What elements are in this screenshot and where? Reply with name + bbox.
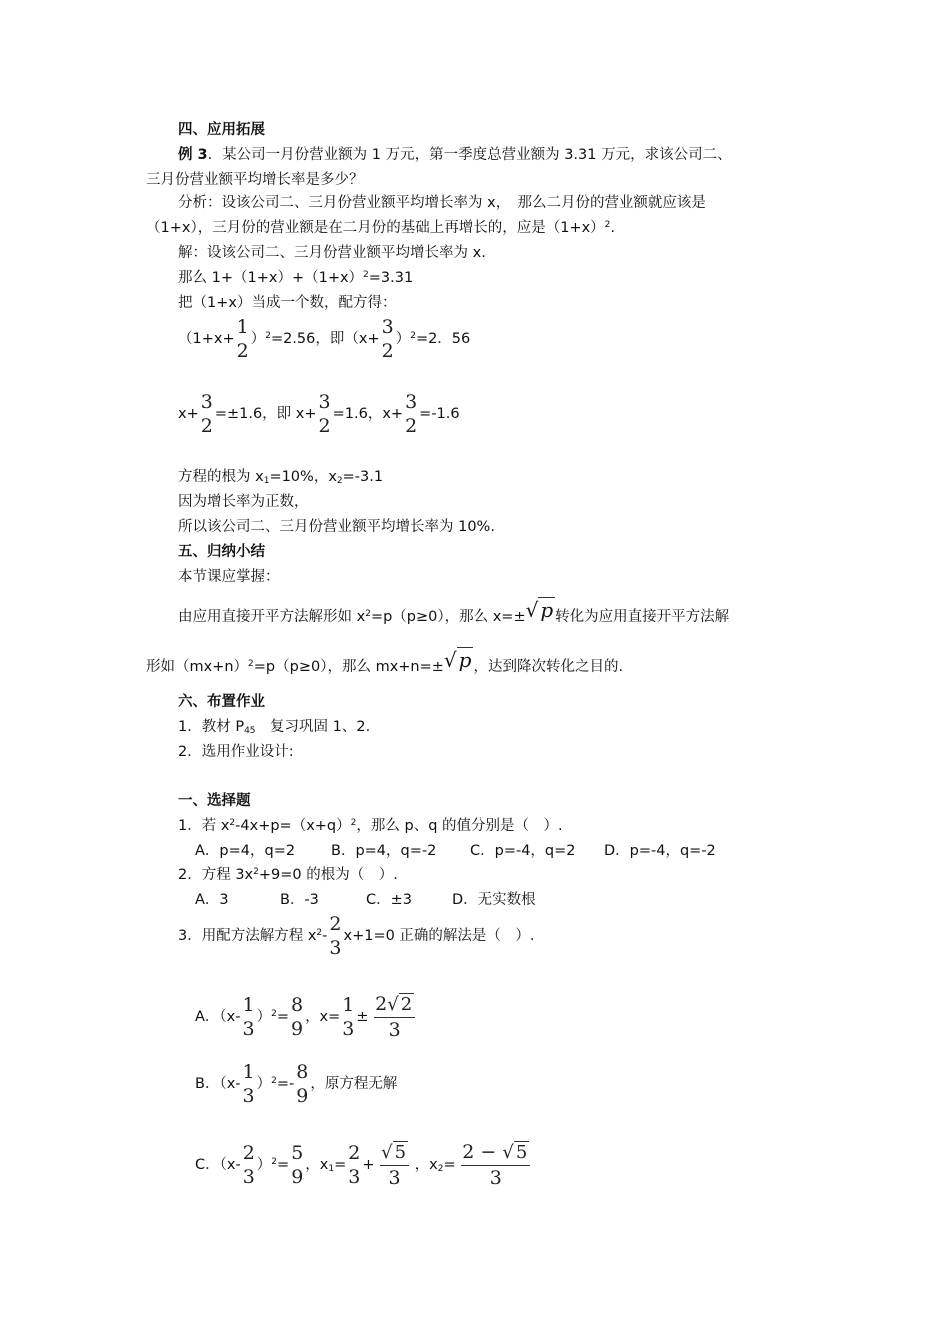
exp: 2 bbox=[363, 270, 369, 280]
radical: √ bbox=[381, 1142, 393, 1163]
fraction-2-3 bbox=[242, 1141, 256, 1189]
fraction-3-2 bbox=[381, 315, 395, 363]
text: x+ bbox=[178, 406, 199, 422]
text: = bbox=[277, 1157, 290, 1173]
fraction-3-2 bbox=[200, 390, 214, 438]
homework-2: 2．选用作业设计: bbox=[178, 744, 294, 760]
sqrt-p bbox=[444, 648, 474, 672]
because-line: 因为增长率为正数， bbox=[178, 494, 309, 510]
den: 2 bbox=[381, 340, 394, 362]
q3-option-c bbox=[195, 1140, 531, 1190]
text: 2 − bbox=[462, 1141, 503, 1163]
text: ） bbox=[395, 331, 411, 347]
text: =-1.6 bbox=[419, 406, 460, 422]
radical: √ bbox=[502, 1142, 514, 1163]
fraction-2-3 bbox=[328, 912, 342, 960]
num: 5 bbox=[291, 1142, 304, 1164]
option-c: C．p=-4，q=2 bbox=[470, 843, 576, 859]
num bbox=[374, 992, 415, 1018]
fraction-3-2 bbox=[404, 390, 418, 438]
sub: 2 bbox=[437, 1164, 444, 1174]
homework-1 bbox=[178, 717, 370, 737]
eq-right: =3.31 bbox=[368, 270, 414, 286]
question-2 bbox=[178, 865, 398, 885]
conclusion-line: 所以该公司二、三月份营业额平均增长率为 10%. bbox=[178, 519, 495, 535]
text: ） bbox=[250, 331, 266, 347]
radical: √ bbox=[387, 994, 399, 1015]
den: 2 bbox=[318, 415, 331, 437]
den: 9 bbox=[290, 1018, 304, 1040]
den: 3 bbox=[329, 937, 342, 959]
text: 3．用配方法解方程 x bbox=[178, 928, 317, 944]
option-b: B．p=4，q=-2 bbox=[331, 843, 437, 859]
text: =-3.1 bbox=[342, 469, 384, 485]
option-c: C．±3 bbox=[366, 892, 412, 908]
option-a: A．3 bbox=[195, 892, 229, 908]
radical: √ bbox=[525, 598, 539, 622]
analysis-line-2: （1+x），三月份的营业额是在二月份的基础上再增长的，应是$(1+x)^2$. bbox=[146, 220, 616, 236]
num: 3 bbox=[381, 316, 394, 338]
text: =10%，x bbox=[269, 469, 337, 485]
text: = bbox=[334, 1157, 347, 1173]
sub: 1 bbox=[263, 476, 270, 486]
text: =±1.6，即 x+ bbox=[214, 406, 317, 422]
text: + bbox=[362, 1157, 375, 1173]
num: 2 bbox=[329, 913, 342, 935]
exp: 2 bbox=[350, 818, 357, 828]
den: 2 bbox=[200, 415, 213, 437]
radical: √ bbox=[443, 648, 457, 672]
exp: 2 bbox=[229, 818, 236, 828]
fraction-sqrt5-3 bbox=[380, 1140, 409, 1190]
sqrt-5 bbox=[381, 1141, 408, 1165]
summary-line-2 bbox=[146, 648, 623, 676]
fraction-5-9 bbox=[290, 1141, 304, 1189]
exp: 2 bbox=[248, 659, 254, 669]
text: 2．方程 3x bbox=[178, 867, 254, 883]
radicand: 5 bbox=[515, 1142, 528, 1163]
text: 1．若 x bbox=[178, 818, 230, 834]
text: ，原方程无解 bbox=[310, 1076, 398, 1092]
mc-title: 一、选择题 bbox=[178, 793, 251, 809]
text: =2.56，即（x+ bbox=[270, 331, 380, 347]
exp: 2 bbox=[253, 867, 259, 877]
sqrt-result-line bbox=[178, 390, 460, 438]
section-6-title: 六、布置作业 bbox=[178, 694, 265, 710]
text: =p（p≥0），那么 mx+n=± bbox=[253, 659, 444, 675]
den: 2 bbox=[405, 415, 418, 437]
fraction-8-9 bbox=[295, 1060, 309, 1108]
sqrt-p bbox=[526, 598, 556, 622]
coef: 2 bbox=[375, 993, 388, 1015]
equation-line bbox=[178, 268, 413, 288]
den: 9 bbox=[291, 1166, 304, 1188]
exp: 2 bbox=[271, 1076, 277, 1086]
text: 复习巩固 1、2. bbox=[255, 719, 371, 735]
question-2-options bbox=[195, 890, 536, 910]
den: 9 bbox=[296, 1085, 309, 1107]
radicand: p bbox=[458, 648, 472, 672]
den: 3 bbox=[348, 1166, 361, 1188]
complete-square-line bbox=[178, 315, 470, 363]
num: 1 bbox=[242, 994, 255, 1016]
summary-line-1 bbox=[178, 598, 729, 626]
exp: 2 bbox=[271, 1009, 277, 1019]
exp: 2 bbox=[265, 331, 271, 341]
num: 2 bbox=[242, 1142, 255, 1164]
text: ，x bbox=[305, 1157, 329, 1173]
question-3 bbox=[178, 912, 535, 960]
text: ，那么 p、q 的值分别是（ ）. bbox=[356, 818, 563, 834]
text: ） bbox=[256, 1157, 272, 1173]
radicand: p bbox=[540, 598, 554, 622]
num: 8 bbox=[296, 1061, 309, 1083]
num: 1 bbox=[342, 994, 355, 1016]
text: - bbox=[322, 928, 328, 944]
text: 方程的根为 x bbox=[178, 469, 264, 485]
num: 8 bbox=[290, 994, 304, 1016]
text: =p（p≥0），那么 x=± bbox=[370, 609, 526, 625]
analysis-line-1: 分析：设该公司二、三月份营业额平均增长率为 x， 那么二月份的营业额就应该是 bbox=[178, 195, 706, 211]
text: 1．教材 P bbox=[178, 719, 245, 735]
num: 1 bbox=[236, 316, 249, 338]
question-1-options bbox=[195, 841, 716, 861]
text: ） bbox=[256, 1009, 272, 1025]
text: =2．56 bbox=[415, 331, 471, 347]
option-a: A．p=4，q=2 bbox=[195, 843, 296, 859]
text: 转化为应用直接开平方法解 bbox=[555, 609, 730, 625]
solution-line: 解：设该公司二、三月份营业额平均增长率为 x. bbox=[178, 245, 486, 261]
sub: 1 bbox=[328, 1164, 335, 1174]
exp: 2 bbox=[604, 220, 611, 230]
text: A．（x- bbox=[195, 1009, 241, 1025]
fraction-1-2 bbox=[236, 315, 250, 363]
den: 3 bbox=[342, 1018, 355, 1040]
exp: 2 bbox=[271, 1157, 278, 1167]
text: ，x bbox=[414, 1157, 438, 1173]
text: +9=0 的根为（ ）. bbox=[258, 867, 398, 883]
den: 3 bbox=[242, 1018, 255, 1040]
text: -4x+p=（x+q） bbox=[235, 818, 351, 834]
example-3-line-2: 三月份营业额平均增长率是多少？ bbox=[146, 172, 364, 188]
roots-line bbox=[178, 467, 383, 487]
text: x+1=0 正确的解法是（ ）. bbox=[343, 928, 535, 944]
eq-left: 那么 1+（1+x）+（1+x） bbox=[178, 270, 364, 286]
den: 3 bbox=[388, 1167, 401, 1189]
summary-intro: 本节课应掌握： bbox=[178, 569, 280, 585]
question-1 bbox=[178, 816, 563, 836]
den: 3 bbox=[242, 1166, 255, 1188]
fraction-8-9 bbox=[290, 993, 304, 1041]
text: ，x= bbox=[305, 1009, 341, 1025]
num: 2 bbox=[348, 1142, 361, 1164]
sqrt-2 bbox=[387, 993, 414, 1017]
text: ± bbox=[356, 1009, 369, 1025]
treat-line: 把（1+x）当成一个数，配方得： bbox=[178, 295, 397, 311]
text: = bbox=[443, 1157, 456, 1173]
num: 3 bbox=[318, 391, 331, 413]
q3-option-a bbox=[195, 992, 416, 1042]
num bbox=[461, 1140, 530, 1166]
den: 3 bbox=[388, 1019, 401, 1041]
option-d: D．p=-4，q=-2 bbox=[604, 843, 716, 859]
num: 1 bbox=[242, 1061, 255, 1083]
q3-option-b bbox=[195, 1060, 397, 1108]
num bbox=[380, 1140, 409, 1166]
radicand: 2 bbox=[400, 994, 413, 1015]
num: 3 bbox=[405, 391, 418, 413]
sub: 45 bbox=[244, 726, 256, 736]
text: B．（x- bbox=[195, 1076, 241, 1092]
exp: 2 bbox=[410, 331, 416, 341]
option-d: D．无实数根 bbox=[452, 892, 536, 908]
sub: 2 bbox=[336, 476, 343, 486]
num: 3 bbox=[200, 391, 213, 413]
example-3-line-1 bbox=[178, 145, 732, 165]
text: ，达到降次转化之目的. bbox=[473, 659, 624, 675]
exp: 2 bbox=[365, 609, 371, 619]
text: 形如（mx+n） bbox=[146, 659, 249, 675]
analysis-text: （1+x），三月份的营业额是在二月份的基础上再增长的，应是（1+x） bbox=[146, 220, 605, 236]
fraction-3-2 bbox=[318, 390, 332, 438]
fraction-1-3 bbox=[242, 1060, 256, 1108]
text: =- bbox=[276, 1076, 295, 1092]
fraction-2-minus-sqrt5-3 bbox=[461, 1140, 530, 1190]
den: 2 bbox=[236, 340, 249, 362]
exp: 2 bbox=[316, 928, 323, 938]
den: 3 bbox=[242, 1085, 255, 1107]
text: 由应用直接开平方法解形如 x bbox=[178, 609, 366, 625]
option-b: B．-3 bbox=[280, 892, 319, 908]
text: ） bbox=[256, 1076, 272, 1092]
text: （1+x+ bbox=[178, 331, 235, 347]
text: = bbox=[276, 1009, 289, 1025]
text: C．（x- bbox=[195, 1157, 241, 1173]
text: =1.6，x+ bbox=[332, 406, 404, 422]
fraction-2sqrt2-3 bbox=[374, 992, 415, 1042]
den: 3 bbox=[489, 1167, 502, 1189]
section-4-title: 四、应用拓展 bbox=[178, 122, 265, 138]
radicand: 5 bbox=[394, 1142, 407, 1163]
fraction-2-3 bbox=[347, 1141, 361, 1189]
fraction-1-3 bbox=[341, 993, 355, 1041]
fraction-1-3 bbox=[241, 993, 255, 1041]
example-label: 例 3 bbox=[178, 147, 208, 163]
section-5-title: 五、归纳小结 bbox=[178, 544, 265, 560]
example-text: ．某公司一月份营业额为 1 万元，第一季度总营业额为 3.31 万元，求该公司二、 bbox=[207, 147, 732, 163]
sqrt-5 bbox=[502, 1141, 529, 1165]
